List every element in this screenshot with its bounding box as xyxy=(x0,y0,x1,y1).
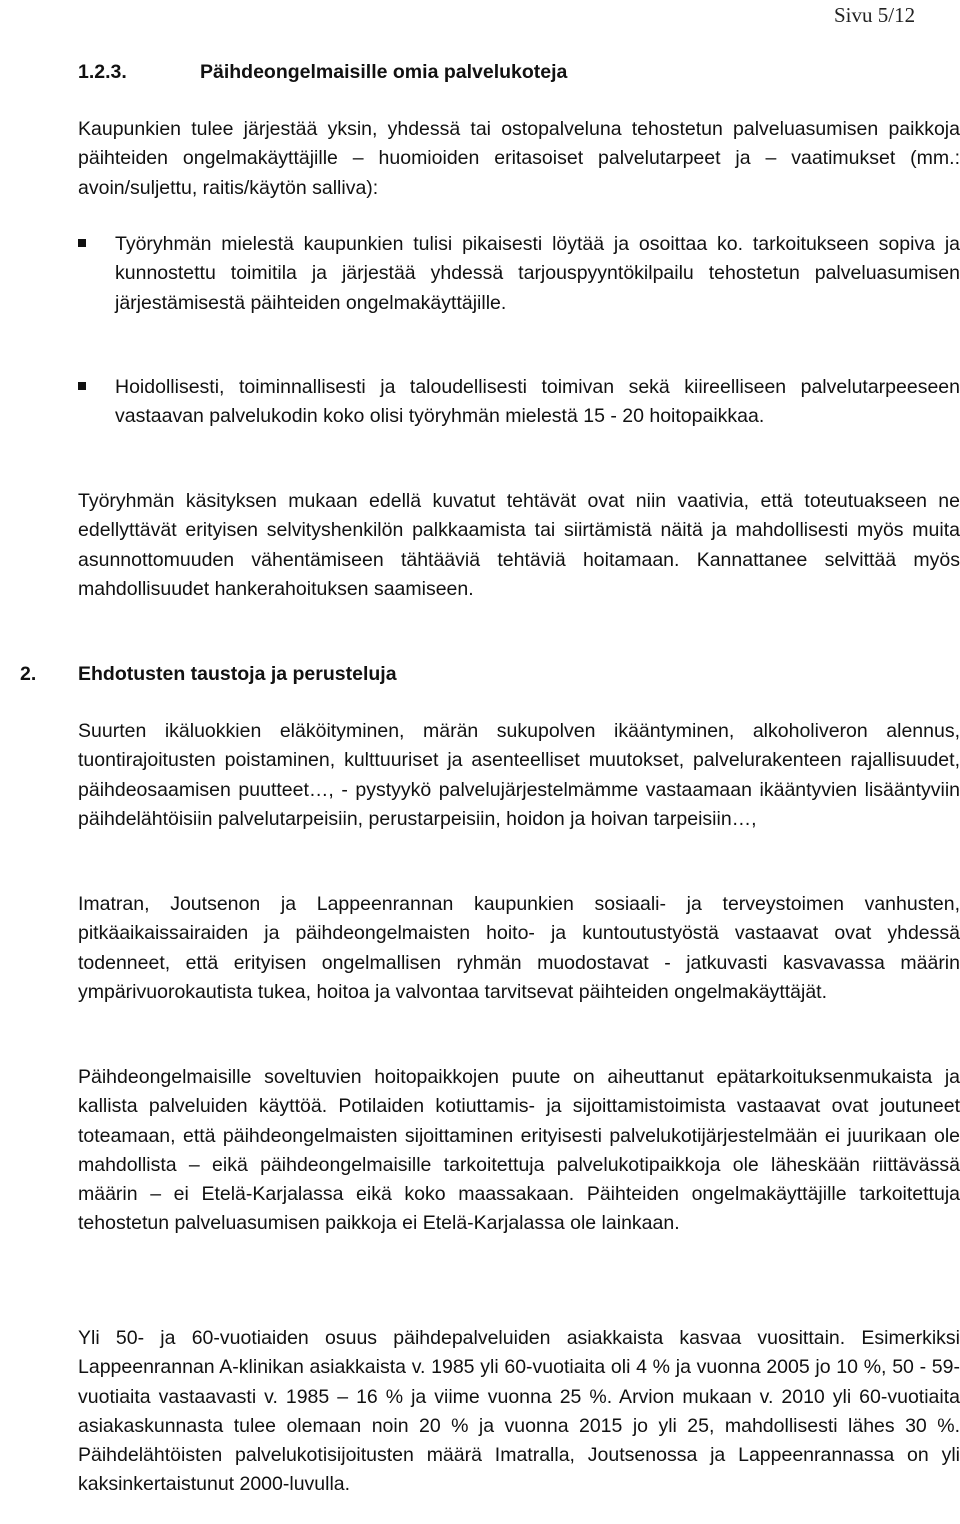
bullet-item xyxy=(78,373,960,432)
page-number: Sivu 5/12 xyxy=(834,3,916,27)
section-closing-paragraph: Työryhmän käsityksen mukaan edellä kuvatut tehtävät ovat niin vaativia, että toteutuakseen ne edellyttävät erityisen selvityshenkilön palkkaamista tai siirtämistä näitä ja mahdollisesti myös muita asunnottomuuden vähentämiseen tähtääviä tehtäviä hoitamaan. Kannattanee selvittää myös mahdollisuudet hankerahoituksen saamiseen. xyxy=(78,490,960,600)
body-paragraph: Suurten ikäluokkien eläköityminen, märän sukupolven ikääntyminen, alkoholiveron alennus, tuontirajoitusten poistaminen, kulttuuriset ja asenteelliset muutokset, palvelurakenteen rajallisuudet, päihdeosaamisen puutteet…, - pystyykö palvelujärjestelmämme vastaamaan ikääntyvien lisääntyviin päihdelähtöisiin palvelutarpeisiin, perustarpeisiin, hoidon ja hoivan tarpeisiin…, xyxy=(78,720,960,830)
square-bullet-icon xyxy=(78,239,86,247)
body-paragraph: Päihdeongelmaisille soveltuvien hoitopaikkojen puute on aiheuttanut epätarkoituksenmukaista ja kallista palveluiden käyttöä. Potilaiden kotiuttamis- ja sijoittamistoimista vastaavat ovat joutuneet toteamaan, että päihdeongelmaisten sijoittaminen erityisesti palvelukotijärjestelmään ei juurikaan ole mahdollista – eikä päihdeongelmaisille tarkoitettuja palvelukotipaikkoja ole läheskään riittävässä määrin – ei Etelä-Karjalassa eikä koko maassakaan. Päihteiden ongelmakäyttäjille tarkoitettuja tehostetun palveluasumisen paikkoja ei Etelä-Karjalassa ole lainkaan. xyxy=(78,1066,960,1235)
section-intro-paragraph: Kaupunkien tulee järjestää yksin, yhdessä tai ostopalveluna tehostetun palveluasumisen paikkoja päihteiden ongelmakäyttäjille – huomioiden eritasoiset palvelutarpeet ja – vaatimukset (mm.: avoin/suljettu, raitis/käytön salliva): xyxy=(78,118,960,199)
section-title: Ehdotusten taustoja ja perusteluja xyxy=(78,663,397,685)
bullet-item xyxy=(78,230,960,318)
body-paragraph: Imatran, Joutsenon ja Lappeenrannan kaupunkien sosiaali- ja terveystoimen vanhusten, pitkäaikaissairaiden ja päihdeongelmaisten hoito- ja kuntoutustyöstä vastaavat ovat yhdessä todenneet, että erityisen ongelmallisen ryhmän muodostavat - jatkuvasti kasvavassa määrin ympärivuorokautista tukea, hoitoa ja valvontaa tarvitsevat päihteiden ongelmakäyttäjät. xyxy=(78,893,960,1003)
square-bullet-icon xyxy=(78,382,86,390)
section-number: 2. xyxy=(20,663,37,685)
section-title: Päihdeongelmaisille omia palvelukoteja xyxy=(200,61,568,83)
bullet-text: Hoidollisesti, toiminnallisesti ja taloudellisesti toimivan sekä kiireelliseen palvelutarpeeseen vastaavan palvelukodin koko olisi työryhmän mielestä 15 - 20 hoitopaikkaa. xyxy=(115,376,960,428)
section-number: 1.2.3. xyxy=(78,61,127,83)
bullet-text: Työryhmän mielestä kaupunkien tulisi pikaisesti löytää ja osoittaa ko. tarkoitukseen sopiva ja kunnostettu toimitila ja järjestää yhdessä tarjouspyyntökilpailu tehostetun palveluasumisen järjestämisestä päihteiden ongelmakäyttäjille. xyxy=(115,233,960,314)
body-paragraph: Yli 50- ja 60-vuotiaiden osuus päihdepalveluiden asiakkaista kasvaa vuosittain. Esimerkiksi Lappeenrannan A-klinikan asiakkaista v. 1985 yli 60-vuotiaita oli 4 % ja vuonna 2005 jo 10 %, 50 - 59-vuotiaita vastaavasti v. 1985 – 16 % ja viime vuonna 25 %. Arvion mukaan v. 2010 yli 60-vuotiaita asiakaskunnasta tulee olemaan noin 20 % ja vuonna 2015 jo yli 25, mahdollisesti lähes 30 %. Päihdelähtöisten palvelukotisijoitusten määrä Imatralla, Joutsenossa ja Lappeenrannassa on yli kaksinkertaistunut 2000-luvulla. xyxy=(78,1327,960,1496)
